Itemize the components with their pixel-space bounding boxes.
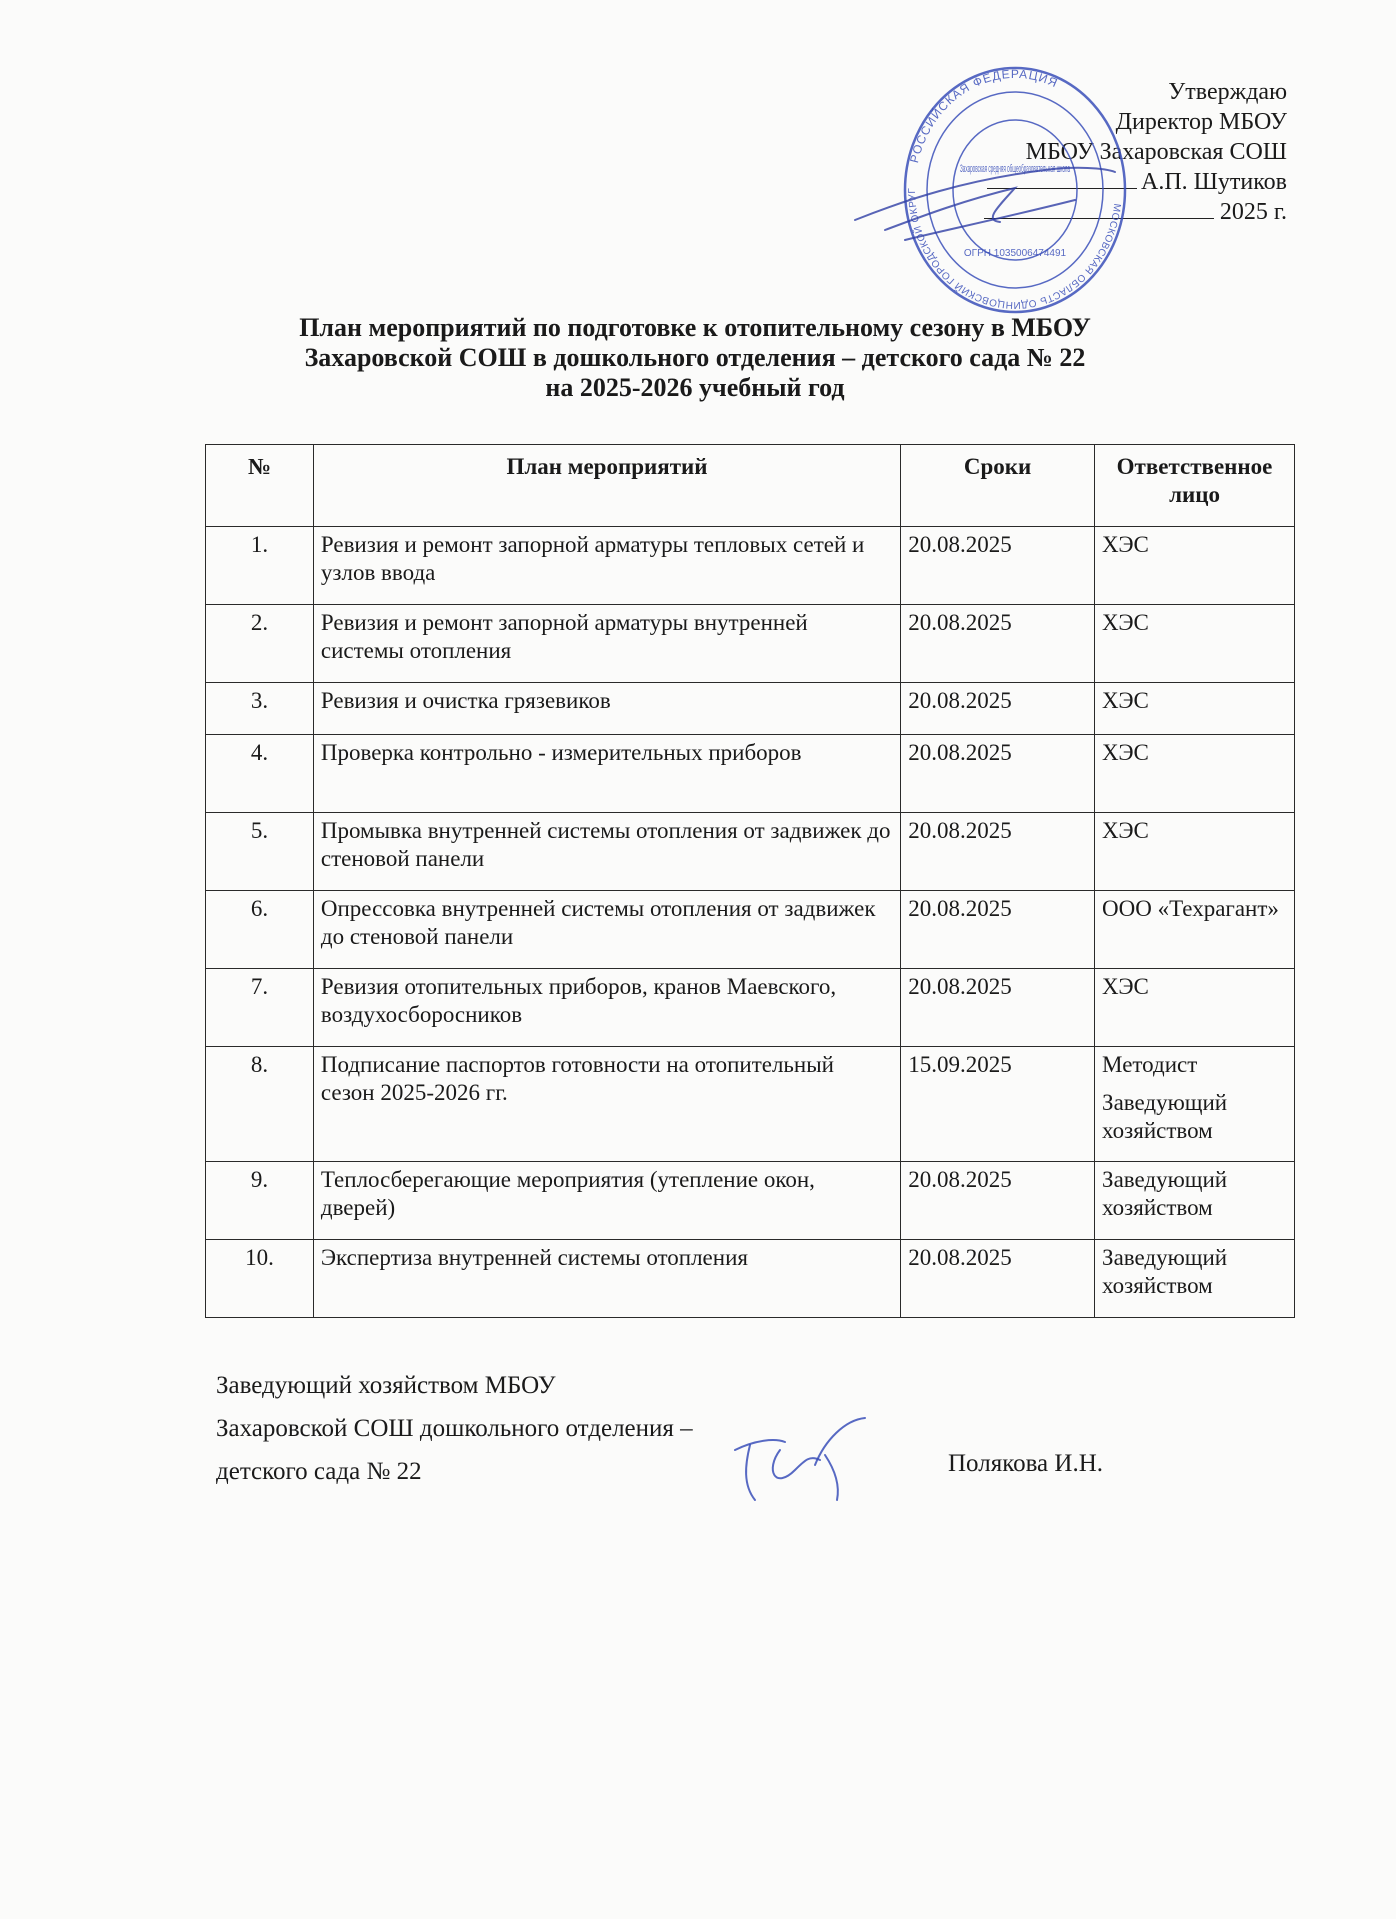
table-row xyxy=(206,527,1295,605)
row-plan: Промывка внутренней системы отопления от задвижек до стеновой панели xyxy=(313,813,900,891)
header-term: Сроки xyxy=(901,445,1095,527)
row-number: 10. xyxy=(206,1240,314,1318)
responsible-person: Заведующий хозяйством xyxy=(1102,1167,1228,1220)
row-responsible xyxy=(1095,683,1295,735)
row-responsible xyxy=(1095,605,1295,683)
responsible-person: ХЭС xyxy=(1102,818,1149,843)
responsible-person: ХЭС xyxy=(1102,740,1149,765)
table-row xyxy=(206,891,1295,969)
row-term: 20.08.2025 xyxy=(901,1162,1095,1240)
table-row xyxy=(206,605,1295,683)
row-number: 5. xyxy=(206,813,314,891)
row-term: 20.08.2025 xyxy=(901,891,1095,969)
approval-organization: МБОУ Захаровская СОШ xyxy=(1025,139,1287,165)
table-body xyxy=(206,527,1295,1318)
handwritten-signature xyxy=(725,1410,885,1510)
row-plan: Теплосберегающие мероприятия (утепление окон, дверей) xyxy=(313,1162,900,1240)
stamp-inner-text: Захаровская средняя общеобразовательная школа xyxy=(960,163,1071,175)
row-term: 20.08.2025 xyxy=(901,527,1095,605)
responsible-person: ХЭС xyxy=(1102,610,1149,635)
stamp-outer-text: РОССИЙСКАЯ ФЕДЕРАЦИЯ xyxy=(907,66,1061,165)
row-number: 1. xyxy=(206,527,314,605)
responsible-person: Методист xyxy=(1102,1052,1198,1077)
title-line-3: на 2025-2026 учебный год xyxy=(545,373,845,402)
footer-line-3: детского сада № 22 xyxy=(216,1458,422,1485)
footer-signer-name: Полякова И.Н. xyxy=(948,1450,1104,1477)
row-plan: Проверка контрольно - измерительных приборов xyxy=(313,735,900,813)
director-signature xyxy=(845,160,1125,270)
table-row xyxy=(206,1162,1295,1240)
document-title xyxy=(190,313,1200,403)
approval-position: Директор МБОУ xyxy=(1115,109,1287,135)
table-row xyxy=(206,1240,1295,1318)
row-responsible xyxy=(1095,527,1295,605)
title-line-2: Захаровской СОШ в дошкольного отделения – детского сада № 22 xyxy=(304,343,1086,372)
row-responsible xyxy=(1095,1162,1295,1240)
approval-label: Утверждаю xyxy=(1168,79,1287,105)
header-num: № xyxy=(206,445,314,527)
row-plan: Экспертиза внутренней системы отопления xyxy=(313,1240,900,1318)
row-responsible xyxy=(1095,891,1295,969)
row-term: 20.08.2025 xyxy=(901,683,1095,735)
row-number: 2. xyxy=(206,605,314,683)
row-term: 20.08.2025 xyxy=(901,969,1095,1047)
row-plan: Подписание паспортов готовности на отопительный сезон 2025-2026 гг. xyxy=(313,1047,900,1162)
responsible-person: Заведующий хозяйством xyxy=(1102,1245,1228,1298)
approval-year: 2025 г. xyxy=(1219,199,1287,225)
table-row xyxy=(206,813,1295,891)
row-responsible xyxy=(1095,1047,1295,1162)
header-plan: План мероприятий xyxy=(313,445,900,527)
row-number: 9. xyxy=(206,1162,314,1240)
table-row xyxy=(206,969,1295,1047)
row-plan: Ревизия и ремонт запорной арматуры тепловых сетей и узлов ввода xyxy=(313,527,900,605)
responsible-person: ХЭС xyxy=(1102,532,1149,557)
row-number: 6. xyxy=(206,891,314,969)
responsible-person: Заведующий хозяйством xyxy=(1102,1090,1228,1143)
row-term: 15.09.2025 xyxy=(901,1047,1095,1162)
row-responsible xyxy=(1095,813,1295,891)
footer-line-1: Заведующий хозяйством МБОУ xyxy=(216,1372,556,1399)
plan-table xyxy=(205,444,1295,1318)
responsible-person: ХЭС xyxy=(1102,688,1149,713)
row-plan: Ревизия отопительных приборов, кранов Маевского, воздухосборосников xyxy=(313,969,900,1047)
table-row xyxy=(206,1047,1295,1162)
row-term: 20.08.2025 xyxy=(901,735,1095,813)
table-header-row xyxy=(206,445,1295,527)
row-number: 8. xyxy=(206,1047,314,1162)
header-responsible: Ответственное лицо xyxy=(1095,445,1295,527)
footer-line-2: Захаровской СОШ дошкольного отделения – xyxy=(216,1415,693,1442)
row-term: 20.08.2025 xyxy=(901,605,1095,683)
row-number: 3. xyxy=(206,683,314,735)
title-line-1: План мероприятий по подготовке к отопительному сезону в МБОУ xyxy=(299,313,1091,342)
row-responsible xyxy=(1095,735,1295,813)
stamp-ogrn: ОГРН 1035006474491 xyxy=(963,248,1067,259)
table-row xyxy=(206,735,1295,813)
responsible-person: ХЭС xyxy=(1102,974,1149,999)
row-term: 20.08.2025 xyxy=(901,813,1095,891)
table-row xyxy=(206,683,1295,735)
row-plan: Ревизия и ремонт запорной арматуры внутренней системы отопления xyxy=(313,605,900,683)
responsible-person: ООО «Техрагант» xyxy=(1102,896,1279,921)
footer-block xyxy=(216,1364,693,1493)
svg-text:РОССИЙСКАЯ ФЕДЕРАЦИЯ xyxy=(907,67,1060,164)
row-plan: Опрессовка внутренней системы отопления от задвижек до стеновой панели xyxy=(313,891,900,969)
row-plan: Ревизия и очистка грязевиков xyxy=(313,683,900,735)
row-term: 20.08.2025 xyxy=(901,1240,1095,1318)
stamp-region-text: МОСКОВСКАЯ ОБЛАСТЬ ОДИНЦОВСКИЙ ГОРОДСКОЙ ОКРУГ xyxy=(906,187,1123,311)
row-responsible xyxy=(1095,969,1295,1047)
row-responsible xyxy=(1095,1240,1295,1318)
row-number: 4. xyxy=(206,735,314,813)
approval-director-name: А.П. Шутиков xyxy=(1141,169,1287,195)
row-number: 7. xyxy=(206,969,314,1047)
